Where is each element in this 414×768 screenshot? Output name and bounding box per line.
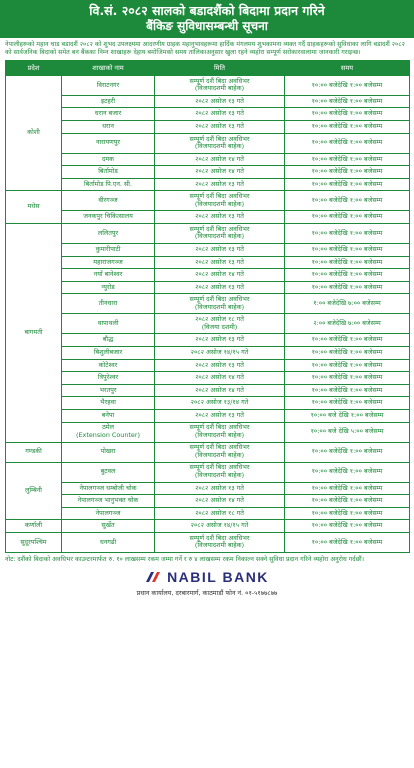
- table-row: [6, 166, 410, 179]
- branch-cell: थापाथली: [62, 314, 155, 334]
- header-time: समय: [285, 60, 410, 75]
- bank-logo: [145, 569, 269, 585]
- table-row: [6, 495, 410, 508]
- date-cell: २०८२ असोज १३ गते: [155, 359, 285, 372]
- branch-cell: विराटनगर: [62, 75, 155, 95]
- header-date: मिति: [155, 60, 285, 75]
- branch-cell: पोखरा: [62, 442, 155, 462]
- table-row: [6, 507, 410, 520]
- date-cell: २०८२ असोज १८ गते (विजया दशमी): [155, 314, 285, 334]
- branch-cell: त्रिपुरेश्वर: [62, 372, 155, 385]
- date-cell: सम्पूर्ण दशैं बिदा अवधिभर (विजयादशमी बाहेक): [155, 75, 285, 95]
- date-cell: २०८२ असोज १३ गते: [155, 211, 285, 224]
- time-cell: १०:०० बजेदेखि १:०० बजेसम्म: [285, 153, 410, 166]
- table-row: [6, 442, 410, 462]
- date-cell: २०८२ असोज १३ गते: [155, 121, 285, 134]
- table-header-row: [6, 60, 410, 75]
- date-cell: सम्पूर्ण दशैं बिदा अवधिभर (विजयादशमी बाहेक): [155, 133, 285, 153]
- date-cell: २०८२ असोज १३ गते: [155, 256, 285, 269]
- date-cell: २०८२ असोज १३/१४ गते: [155, 397, 285, 410]
- table-row: [6, 243, 410, 256]
- branch-cell: बिर्तामोड: [62, 166, 155, 179]
- date-cell: सम्पूर्ण दशैं बिदा अवधिभर (विजयादशमी बाहेक): [155, 462, 285, 482]
- table-row: [6, 462, 410, 482]
- time-cell: १०:०० बजेदेखि १:०० बजेसम्म: [285, 211, 410, 224]
- table-row: [6, 532, 410, 552]
- date-cell: २०८२ असोज १३ गते: [155, 281, 285, 294]
- date-cell: २०८२ असोज १४/१५ गते: [155, 346, 285, 359]
- date-cell: २०८२ असोज १३ गते: [155, 409, 285, 422]
- time-cell: १०:०० बजेदेखि १:०० बजेसम्म: [285, 281, 410, 294]
- province-cell: गण्डकी: [6, 442, 62, 462]
- date-cell: सम्पूर्ण दशैं बिदा अवधिभर (विजयादशमी बाहेक): [155, 532, 285, 552]
- date-cell: २०८२ असोज १४ गते: [155, 495, 285, 508]
- date-cell: २०८२ असोज १८ गते: [155, 507, 285, 520]
- table-row: [6, 384, 410, 397]
- time-cell: १०:०० बजेदेखि १:०० बजेसम्म: [285, 191, 410, 211]
- table-row: [6, 153, 410, 166]
- table-row: [6, 75, 410, 95]
- table-row: [6, 95, 410, 108]
- time-cell: १०:०० बजेदेखि १:०० बजेसम्म: [285, 346, 410, 359]
- time-cell: १०:०० बजेदेखि १:०० बजेसम्म: [285, 462, 410, 482]
- table-row: [6, 409, 410, 422]
- branch-cell: ललितपुर: [62, 223, 155, 243]
- province-cell: सुदूरपश्चिम: [6, 532, 62, 552]
- table-row: [6, 294, 410, 314]
- table-row: [6, 346, 410, 359]
- date-cell: सम्पूर्ण दशैं बिदा अवधिभर (विजयादशमी बाहेक): [155, 294, 285, 314]
- date-cell: २०८२ असोज १३ गते: [155, 178, 285, 191]
- province-cell: कर्णाली: [6, 520, 62, 533]
- branch-cell: धरान: [62, 121, 155, 134]
- branch-cell: बिशुलीबजार: [62, 346, 155, 359]
- date-cell: २०८२ असोज १४ गते: [155, 372, 285, 385]
- date-cell: सम्पूर्ण दशैं बिदा अवधिभर (विजयादशमी बाहेक): [155, 191, 285, 211]
- table-row: [6, 256, 410, 269]
- table-row: [6, 372, 410, 385]
- table-row: [6, 334, 410, 347]
- intro-paragraph: नेपालीहरूको महान चाड बडादशैं २०८२ को शुभद उपलक्ष्यमा आदरणीय ग्राहक महानुभावहरूमा हार्दिक मंगलमय शुभकामना व्यक्त गर्दै ग्राहकहरूको सुविधाका लागि बडादशैं २०८२ को सार्वजनिक बिदाको समेत बन बैंकका निम्न शाखाहरू देहाय बमोजिमको समय तालिकाअनुसार खुला रहने व्यहोरा सम्पूर्ण सरोकारवालामा जानकारी गराइन्छ।: [5, 41, 405, 57]
- time-cell: १०:०० बजेदेखि १:०० बजेसम्म: [285, 166, 410, 179]
- time-cell: १०:०० बजेदेखि १:०० बजेसम्म: [285, 442, 410, 462]
- date-cell: २०८२ असोज १४/१५ गते: [155, 520, 285, 533]
- branch-cell: धरान बजार: [62, 108, 155, 121]
- branch-cell: वीरगञ्ज: [62, 191, 155, 211]
- footnote: नोट: दशैंको बिदाको अवधिभर काउन्टरमार्फत रु. १० लाखसम्म रकम जम्मा गर्ने र रु ४ लाखसम्म रकम निकाल्न सक्ने सुविधा प्रदान गरिने व्यहोरा अनुरोध गर्दछौं।: [5, 555, 365, 563]
- table-row: [6, 178, 410, 191]
- table-row: [6, 191, 410, 211]
- branch-cell: दमक: [62, 153, 155, 166]
- branch-cell: इटहरी: [62, 95, 155, 108]
- time-cell: १०:०० बजेदेखि १:०० बजेसम्म: [285, 507, 410, 520]
- time-cell: १०:०० बजेदेखि १:०० बजेसम्म: [285, 95, 410, 108]
- time-cell: २:०० बजेदेखि ७:०० बजेसम्म: [285, 314, 410, 334]
- branch-cell: बनेपा: [62, 409, 155, 422]
- branch-cell: कोटेश्वर: [62, 359, 155, 372]
- branch-cell: नेपालगञ्ज भानुभक्त चोक: [62, 495, 155, 508]
- date-cell: २०८२ असोज १४ गते: [155, 269, 285, 282]
- date-cell: २०८२ असोज १४ गते: [155, 166, 285, 179]
- date-cell: २०८२ असोज १३ गते: [155, 108, 285, 121]
- branch-cell: न्युरोड: [62, 281, 155, 294]
- province-cell: मधेस: [6, 191, 62, 224]
- date-cell: सम्पूर्ण दशैं बिदा अवधिभर (विजयादशमी बाहेक): [155, 422, 285, 442]
- time-cell: १०:०० बजेदेखि १:०० बजेसम्म: [285, 108, 410, 121]
- header-branch: शाखाको नाम: [62, 60, 155, 75]
- notice-title-line1: वि.सं. २०८२ सालको बडादशैंको बिदामा प्रदान गरिने: [89, 3, 325, 18]
- time-cell: १०:०० बजेदेखि १:०० बजेसम्म: [285, 121, 410, 134]
- time-cell: १०:०० बजेदेखि १:०० बजेसम्म: [285, 243, 410, 256]
- branch-cell: बौद्ध: [62, 334, 155, 347]
- time-cell: १०:०० बजेदेखि १:०० बजेसम्म: [285, 397, 410, 410]
- date-cell: २०८२ असोज १४ गते: [155, 384, 285, 397]
- branch-cell: बुटवल: [62, 462, 155, 482]
- branch-cell: नेपालगञ्ज धम्बोजी चोक: [62, 482, 155, 495]
- date-cell: सम्पूर्ण दशैं बिदा अवधिभर (विजयादशमी बाहेक): [155, 442, 285, 462]
- branch-cell: नयाँ बानेश्वर: [62, 269, 155, 282]
- notice-title-line2: बैंकिङ सुविधासम्बन्धी सूचना: [146, 19, 268, 33]
- table-row: [6, 281, 410, 294]
- province-cell: कोशी: [6, 75, 62, 191]
- table-row: [6, 269, 410, 282]
- time-cell: १०:०० बजेदेखि १:०० बजेसम्म: [285, 223, 410, 243]
- date-cell: सम्पूर्ण दशैं बिदा अवधिभर (विजयादशमी बाहेक): [155, 223, 285, 243]
- branch-cell: भैरहवा: [62, 397, 155, 410]
- branch-cell: नेपालगञ्ज: [62, 507, 155, 520]
- table-row: [6, 359, 410, 372]
- date-cell: २०८२ असोज १३ गते: [155, 482, 285, 495]
- time-cell: १०:०० बजेदेखि १:०० बजेसम्म: [285, 269, 410, 282]
- branch-cell: बिर्तामोड पि.एन. सी.: [62, 178, 155, 191]
- time-cell: १०:०० बजेदेखि १:०० बजेसम्म: [285, 334, 410, 347]
- branch-cell: सुर्खेत: [62, 520, 155, 533]
- time-cell: १०:०० बजे देखि १:०० बजेसम्म: [285, 409, 410, 422]
- time-cell: १०:०० बजेदेखि १:०० बजेसम्म: [285, 75, 410, 95]
- branch-cell: जनकपुर चिकित्सालय: [62, 211, 155, 224]
- nabil-mark-icon: [145, 571, 163, 583]
- time-cell: १०:०० बजेदेखि १:०० बजेसम्म: [285, 384, 410, 397]
- branch-cell: कुमारीपाटी: [62, 243, 155, 256]
- time-cell: १०:०० बजेदेखि १:०० बजेसम्म: [285, 520, 410, 533]
- province-cell: बागमती: [6, 223, 62, 442]
- time-cell: १०:०० बजेदेखि १:०० बजेसम्म: [285, 482, 410, 495]
- branch-cell: नारायणपुर: [62, 133, 155, 153]
- table-row: [6, 314, 410, 334]
- table-row: [6, 211, 410, 224]
- branch-cell: ठमेल (Extension Counter): [62, 422, 155, 442]
- branch-cell: महाराजगञ्ज: [62, 256, 155, 269]
- time-cell: १०:०० बजेदेखि १:०० बजेसम्म: [285, 495, 410, 508]
- table-row: [6, 520, 410, 533]
- table-row: [6, 133, 410, 153]
- time-cell: १०:०० बजेदेखि १:०० बजेसम्म: [285, 256, 410, 269]
- branch-cell: भरतपुर: [62, 384, 155, 397]
- footer: [0, 568, 414, 597]
- branch-cell: धनगढी: [62, 532, 155, 552]
- time-cell: १०:०० बजेदेखि १:०० बजेसम्म: [285, 532, 410, 552]
- date-cell: २०८२ असोज १३ गते: [155, 243, 285, 256]
- date-cell: २०८२ असोज १३ गते: [155, 334, 285, 347]
- notice-header: [0, 0, 414, 38]
- table-row: [6, 108, 410, 121]
- time-cell: १०:०० बजेदेखि १:०० बजेसम्म: [285, 178, 410, 191]
- table-row: [6, 121, 410, 134]
- table-row: [6, 397, 410, 410]
- time-cell: १०:०० बजेदेखि १:०० बजेसम्म: [285, 359, 410, 372]
- time-cell: १०:०० बजे देखि ५:०० बजेसम्म: [285, 422, 410, 442]
- time-cell: १०:०० बजेदेखि १:०० बजेसम्म: [285, 133, 410, 153]
- date-cell: २०८२ असोज १४ गते: [155, 153, 285, 166]
- bank-name: NABIL BANK: [167, 569, 269, 586]
- time-cell: १०:०० बजेदेखि १:०० बजेसम्म: [285, 372, 410, 385]
- date-cell: २०८२ असोज १३ गते: [155, 95, 285, 108]
- table-row: [6, 482, 410, 495]
- head-office-address: प्रधान कार्यालय, दरबारमार्ग, काठमाडौं फोन नं. ०१-५१७७८७७: [136, 589, 278, 598]
- branch-cell: तीनधारा: [62, 294, 155, 314]
- table-row: [6, 223, 410, 243]
- time-cell: १:०० बजेदेखि ७:०० बजेसम्म: [285, 294, 410, 314]
- province-cell: लुम्बिनी: [6, 462, 62, 520]
- table-row: [6, 422, 410, 442]
- header-province: प्रदेश: [6, 60, 62, 75]
- branch-schedule-table: [5, 60, 410, 553]
